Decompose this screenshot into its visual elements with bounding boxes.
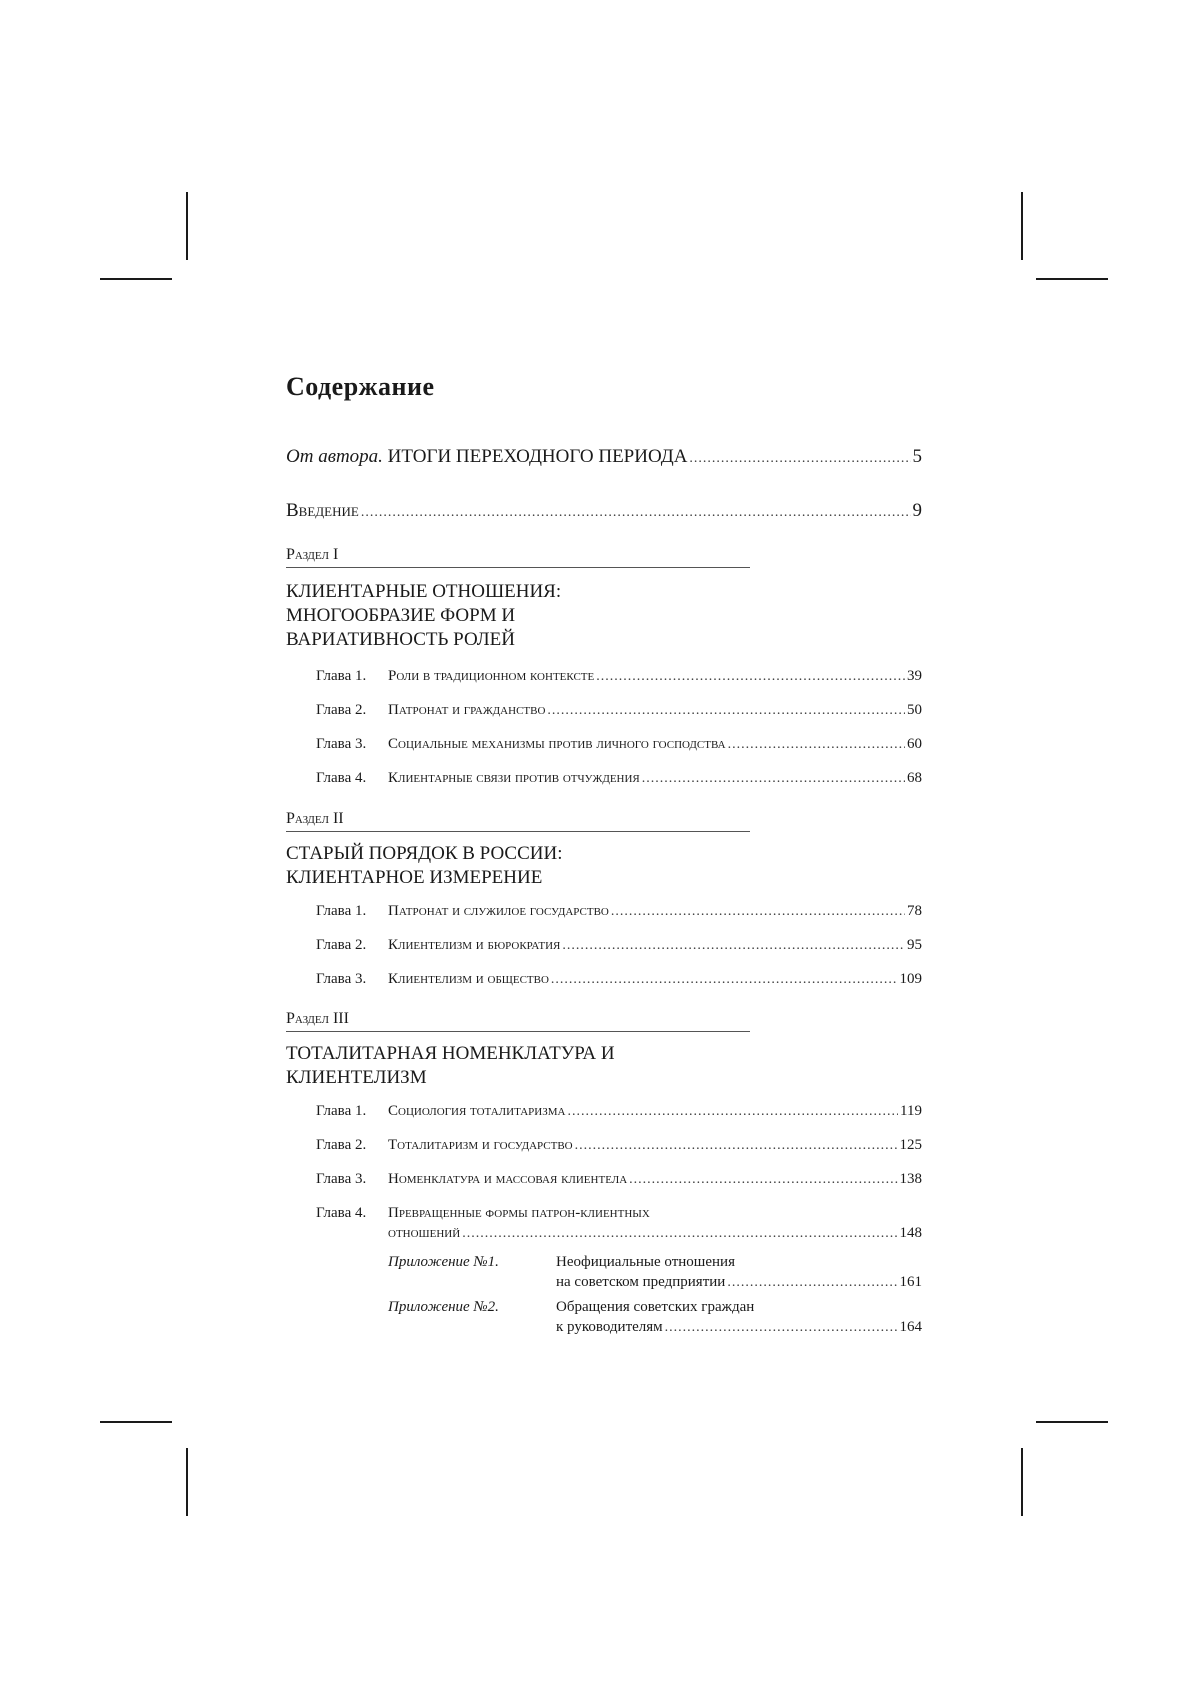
dot-leader: [727, 1275, 897, 1291]
chapter-number: Глава 1.: [316, 668, 367, 684]
chapter-number: Глава 4.: [316, 770, 367, 786]
dot-leader: [562, 938, 905, 954]
chapter-number: Глава 2.: [316, 937, 367, 953]
toc-entry-appendix[interactable]: [388, 1299, 922, 1343]
dot-leader: [728, 737, 905, 753]
dot-leader: [596, 669, 905, 685]
page-number: 78: [907, 903, 922, 919]
chapter-number: Глава 2.: [316, 702, 367, 718]
page-number: 109: [899, 971, 922, 987]
crop-mark-top-right-horizontal: [1036, 278, 1108, 280]
chapter-number: Глава 2.: [316, 1137, 367, 1153]
toc-entry-chapter[interactable]: [316, 702, 922, 719]
chapter-number: Глава 1.: [316, 903, 367, 919]
chapter-title: Патронат и служилое государство: [388, 903, 609, 919]
page-number: 138: [899, 1171, 922, 1187]
appendix-title-continuation: [556, 1274, 922, 1291]
toc-entry-introduction[interactable]: [286, 500, 922, 522]
dot-leader: [547, 703, 905, 719]
preface-title: ИТОГИ ПЕРЕХОДНОГО ПЕРИОДА: [387, 446, 688, 467]
chapter-title-continuation: [388, 1225, 922, 1242]
section-title-line: ВАРИАТИВНОСТЬ РОЛЕЙ: [286, 629, 515, 650]
dot-leader: [629, 1172, 897, 1188]
toc-entry-chapter[interactable]: [316, 903, 922, 920]
page-number: 95: [907, 937, 922, 953]
crop-mark-top-left-horizontal: [100, 278, 172, 280]
page-number: 148: [899, 1225, 922, 1241]
toc-entry-chapter[interactable]: [316, 1171, 922, 1188]
toc-entry-chapter[interactable]: [316, 971, 922, 988]
dot-leader: [642, 771, 905, 787]
toc-entry-appendix[interactable]: [388, 1254, 922, 1298]
chapter-title: Патронат и гражданство: [388, 702, 546, 718]
chapter-title: Клиентелизм и бюрократия: [388, 937, 561, 953]
page-number: 50: [907, 702, 922, 718]
dot-leader: [567, 1104, 898, 1120]
dot-leader: [689, 451, 910, 467]
crop-mark-top-left-vertical: [186, 192, 188, 260]
chapter-title: Социальные механизмы против личного господства: [388, 736, 726, 752]
page-title: Содержание: [286, 372, 435, 401]
crop-mark-bottom-right-horizontal: [1036, 1421, 1108, 1423]
dot-leader: [611, 904, 905, 920]
section-title-line: КЛИЕНТАРНЫЕ ОТНОШЕНИЯ:: [286, 581, 562, 602]
chapter-number: Глава 1.: [316, 1103, 367, 1119]
appendix-title: Обращения советских граждан: [556, 1299, 755, 1315]
chapter-number: Глава 4.: [316, 1205, 367, 1221]
section-label: Раздел I: [286, 546, 750, 568]
toc-entry-chapter[interactable]: [316, 1137, 922, 1154]
chapter-title: Клиентелизм и общество: [388, 971, 549, 987]
section-title: [286, 842, 756, 890]
page-number: 68: [907, 770, 922, 786]
chapter-title: Социология тоталитаризма: [388, 1103, 566, 1119]
dot-leader: [462, 1226, 897, 1242]
chapter-title: отношений: [388, 1225, 461, 1241]
dot-leader: [551, 972, 898, 988]
crop-mark-bottom-right-vertical: [1021, 1448, 1023, 1516]
chapter-title: Клиентарные связи против отчуждения: [388, 770, 640, 786]
crop-mark-top-right-vertical: [1021, 192, 1023, 260]
appendix-title: Неофициальные отношения: [556, 1254, 735, 1270]
appendix-title: к руководителям: [556, 1319, 663, 1335]
toc-entry-chapter[interactable]: [316, 736, 922, 753]
appendix-name: Приложение №1.: [388, 1254, 499, 1270]
section-title-line: КЛИЕНТАРНОЕ ИЗМЕРЕНИЕ: [286, 867, 543, 888]
section-label: Раздел II: [286, 810, 750, 832]
page-number: 9: [912, 500, 922, 521]
chapter-title: Роли в традиционном контексте: [388, 668, 595, 684]
appendix-title: на советском предприятии: [556, 1274, 726, 1290]
toc-entry-preface[interactable]: [286, 446, 922, 468]
dot-leader: [361, 505, 911, 521]
page-number: 5: [912, 446, 922, 467]
section-title: [286, 580, 756, 652]
chapter-title: Номенклатура и массовая клиентела: [388, 1171, 628, 1187]
section-title-line: СТАРЫЙ ПОРЯДОК В РОССИИ:: [286, 843, 563, 864]
crop-mark-bottom-left-horizontal: [100, 1421, 172, 1423]
chapter-title: Тоталитаризм и государство: [388, 1137, 573, 1153]
chapter-number: Глава 3.: [316, 736, 367, 752]
section-label: Раздел III: [286, 1010, 750, 1032]
page-number: 39: [907, 668, 922, 684]
section-title-line: КЛИЕНТЕЛИЗМ: [286, 1067, 427, 1088]
crop-mark-bottom-left-vertical: [186, 1448, 188, 1516]
page-number: 161: [899, 1274, 922, 1290]
page-number: 164: [899, 1319, 922, 1335]
section-title-line: ТОТАЛИТАРНАЯ НОМЕНКЛАТУРА И: [286, 1043, 615, 1064]
chapter-number: Глава 3.: [316, 1171, 367, 1187]
chapter-number: Глава 3.: [316, 971, 367, 987]
toc-entry-chapter[interactable]: [316, 1103, 922, 1120]
toc-entry-chapter[interactable]: [316, 668, 922, 685]
toc-entry-chapter[interactable]: [316, 1205, 922, 1249]
introduction-title: Введение: [286, 500, 359, 521]
section-title-line: МНОГООБРАЗИЕ ФОРМ И: [286, 605, 516, 626]
appendix-title-continuation: [556, 1319, 922, 1336]
dot-leader: [575, 1138, 898, 1154]
section-title: [286, 1042, 756, 1090]
dot-leader: [665, 1320, 898, 1336]
preface-italic-label: От автора.: [286, 446, 383, 467]
page-number: 60: [907, 736, 922, 752]
toc-entry-chapter[interactable]: [316, 937, 922, 954]
chapter-title: Превращенные формы патрон-клиентных: [388, 1205, 650, 1221]
toc-entry-chapter[interactable]: [316, 770, 922, 787]
page-number: 119: [900, 1103, 922, 1119]
page-number: 125: [899, 1137, 922, 1153]
appendix-name: Приложение №2.: [388, 1299, 499, 1315]
